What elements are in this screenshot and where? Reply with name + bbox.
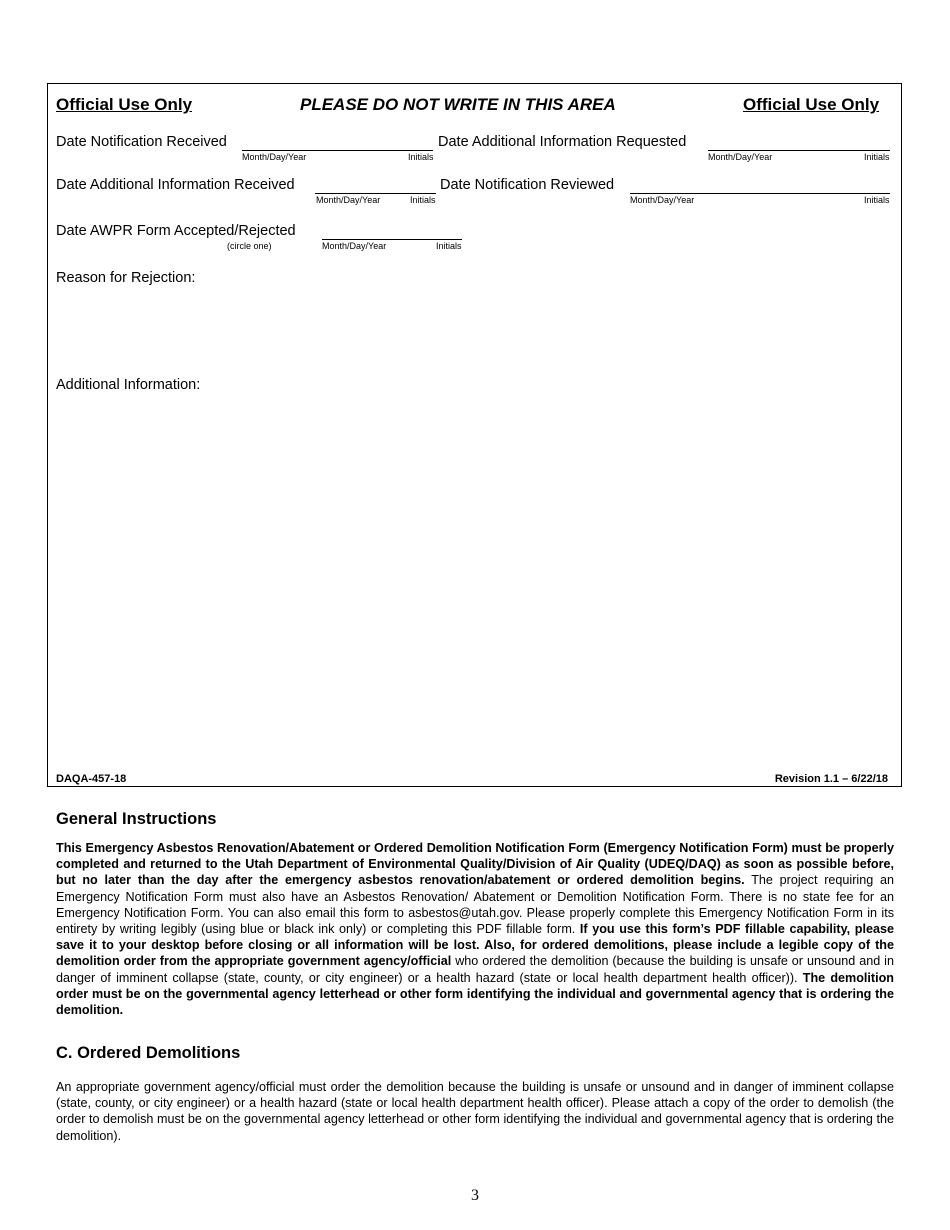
sub-date-label: Month/Day/Year: [630, 195, 695, 205]
sub-date-label: Month/Day/Year: [242, 152, 307, 162]
revision-label: Revision 1.1 – 6/22/18: [774, 773, 888, 785]
date-notification-received-line[interactable]: [242, 150, 433, 151]
do-not-write-header: PLEASE DO NOT WRITE IN THIS AREA: [300, 95, 616, 114]
date-additional-info-received-label: Date Additional Information Received: [56, 177, 295, 193]
date-awpr-accepted-rejected-label: Date AWPR Form Accepted/Rejected: [56, 223, 296, 239]
date-awpr-accepted-rejected-line[interactable]: [322, 239, 462, 240]
sub-initials-label: Initials: [864, 195, 890, 205]
sub-date-label: Month/Day/Year: [316, 195, 381, 205]
circle-one-note: (circle one): [227, 241, 272, 251]
additional-information-label: Additional Information:: [56, 377, 201, 393]
date-additional-info-requested-line[interactable]: [708, 150, 890, 151]
instructions-bold-5: The demolition order must be on the governmental agency letterhead or other form identifying the individual and governmental agency that is ordering the demolition.: [56, 970, 894, 1018]
date-notification-reviewed-label: Date Notification Reviewed: [440, 177, 615, 193]
form-id: DAQA-457-18: [56, 773, 127, 785]
official-use-right-header: Official Use Only: [743, 95, 880, 114]
date-additional-info-requested-label: Date Additional Information Requested: [438, 134, 687, 150]
general-instructions-text: [56, 840, 894, 1018]
sub-initials-label: Initials: [864, 152, 890, 162]
instructions-text-4: who ordered the demolition (because the building is unsafe or unsound and in danger of imminent collapse (state, county, or city engineer) or a health hazard (state or local health department health officer)).: [56, 954, 894, 985]
sub-initials-label: Initials: [408, 152, 434, 162]
official-use-left-header: Official Use Only: [56, 95, 193, 114]
page-number: 3: [471, 1187, 479, 1204]
sub-initials-label: Initials: [436, 241, 462, 251]
sub-date-label: Month/Day/Year: [708, 152, 773, 162]
ordered-demolitions-text: An appropriate government agency/official must order the demolition because the building is unsafe or unsound and in danger of imminent collapse (state, county, or city engineer) or a health hazard (state or local health department health officer). Please attach a copy of the order to demolish (the order to demolish must be on the governmental agency letterhead or other form identifying the individual and governmental agency that is ordering the demolition).: [56, 1080, 894, 1143]
date-notification-reviewed-line[interactable]: [630, 193, 890, 194]
sub-initials-label: Initials: [410, 195, 436, 205]
sub-date-label: Month/Day/Year: [322, 241, 387, 251]
ordered-demolitions-title: C. Ordered Demolitions: [56, 1044, 241, 1062]
reason-for-rejection-label: Reason for Rejection:: [56, 270, 196, 286]
instructions-bold-1: This Emergency Asbestos Renovation/Abatement or Ordered Demolition Notification Form (Emergency Notification Form) must be properly completed and returned to the Utah Department of Environmental Quality/Division of Air Quality (UDEQ/DAQ) as soon as possible before, but no later than the day after the emergency asbestos renovation/abatement or ordered demolition begins.: [56, 841, 894, 888]
instructions-bold-3: If you use this form’s PDF fillable capability, please save it to your desktop before closing or all information will be lost. Also, for ordered demolitions, please include a legible copy of the demolition order from the appropriate government agency/official: [56, 922, 894, 969]
date-notification-received-label: Date Notification Received: [56, 134, 227, 150]
date-additional-info-received-line[interactable]: [315, 193, 436, 194]
instructions-text-2: The project requiring an Emergency Notification Form must also have an Asbestos Renovation/ Abatement or Demolition Notification Form. There is no state fee for an Emergency Notification Form. You can also email this form to asbestos@utah.gov. Please properly complete this Emergency Notification Form in its entirety by writing legibly (using blue or black ink only) or completing this PDF fillable form.: [56, 873, 894, 937]
general-instructions-title: General Instructions: [56, 810, 217, 828]
